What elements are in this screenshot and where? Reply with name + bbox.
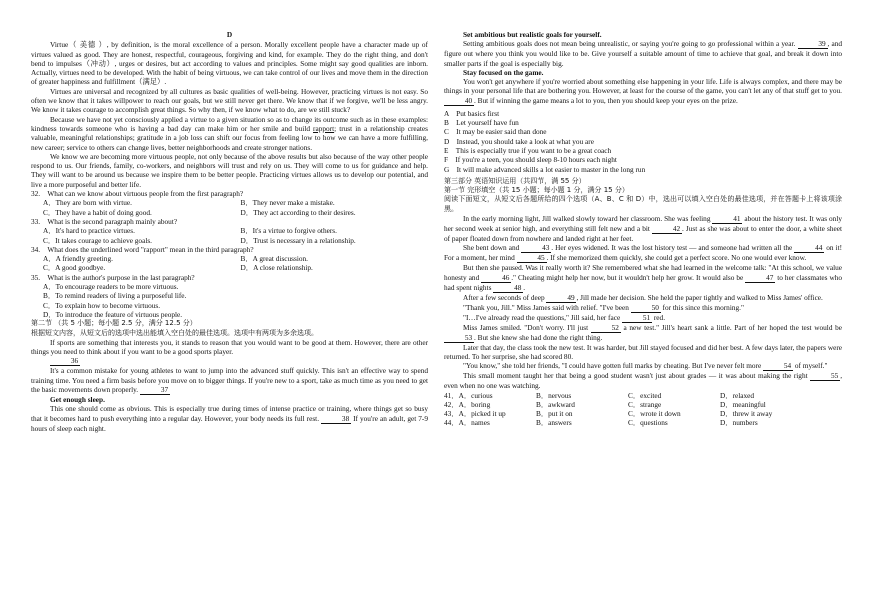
- paragraph-text: Miss James smiled. "Don't worry. I'll just: [463, 322, 589, 332]
- paragraph-text: . Her eyes widened. It was the lost history test — and someone had written all the: [551, 243, 793, 253]
- goals-heading: Set ambitious but realistic goals for yourself.: [463, 30, 602, 39]
- question-34: 34. What does the underlined word "rapport" mean in the third paragraph?: [31, 244, 254, 254]
- question-33: 33. What is the second paragraph mainly about?: [31, 216, 178, 226]
- paragraph-text: , and figure out where you think you would like to be. Give yourself a suitable amount of time to achieve that goal, and break it down into smaller parts if the goal is especially big.: [444, 39, 842, 68]
- cloze-paragraph-9: [444, 361, 842, 371]
- option: G It will make advanced skills a lot easier to master in the long run: [444, 164, 646, 174]
- paragraph-text: She bent down and: [463, 243, 520, 253]
- cloze-paragraph-10: [444, 371, 842, 390]
- option: 41．A．curious: [444, 390, 493, 400]
- goals-paragraph: [444, 39, 842, 68]
- cloze-paragraph-7: [444, 323, 842, 343]
- section-2-title: 第二节 （共 5 小题；每小题 2.5 分，满分 12.5 分）: [31, 319, 197, 328]
- option: C It may be easier said than done: [444, 127, 547, 137]
- option: C．To explain how to become virtuous.: [43, 300, 161, 310]
- option: C．A good goodbye.: [43, 263, 106, 273]
- blank-48[interactable]: 48: [493, 284, 523, 293]
- blank-47[interactable]: 47: [745, 274, 775, 283]
- option: C．They have a habit of doing good.: [43, 207, 152, 217]
- paragraph-text: If you're an adult, get 7-9 hours of sleep each night.: [31, 413, 428, 433]
- option: C．wrote it down: [628, 409, 681, 419]
- focus-heading: Stay focused on the game.: [463, 67, 544, 77]
- blank-36-line: [31, 356, 428, 366]
- blank-55[interactable]: 55: [810, 372, 840, 381]
- passage-d-paragraph-2: Virtues are universal and recognized by all cultures as basic qualities of well-being. However, practicing virtues is not easy. So often we know that it takes willpower to reach our goals, but we still never get there. We know that if we forgive, we'll be less angry. We know it takes courage to accomplish great things. So why then, if we know what to do, are we still stuck?: [31, 86, 428, 115]
- cloze-paragraph-8: Later that day, the class took the new test. It was harder, but Jill stayed focused and did her best. A few days later, the papers were returned. To her surprise, she had scored 80.: [444, 342, 842, 361]
- cloze-paragraph-3: But then she paused. Was it really worth it? She remembered what she had learned in the welcome talk: "At this school, we value honesty and 46 ." Cheating might help her now, but it wouldn't help her grow. It would also be 47 to her classmates who had spent nights 48 .: [444, 263, 843, 292]
- paragraph-text: In the early morning light, Jill walked slowly toward her classroom. She was feeling: [463, 214, 711, 224]
- option: D．Trust is necessary in a relationship.: [240, 235, 356, 245]
- section-1-title: 第一节 完形填空（共 15 小题；每小题 1 分，满分 15 分）: [444, 186, 629, 195]
- paragraph-text: "You know," she told her friends, "I could have gotten full marks by cheating. But I've never felt more: [463, 361, 762, 371]
- paragraph-3-part-a: Because we have not yet consciously applied a virtue to a given situation so as to change its outcome such as in these examples: kindness towards someone who is having a bad day can make him or her smile and build: [31, 114, 428, 133]
- cloze-option-row-42: [444, 400, 842, 409]
- paragraph-text: ." Cheating might help her now, but it wouldn't help her grow. It would also be: [511, 272, 744, 282]
- option: D．relaxed: [720, 390, 755, 400]
- paragraph-text: , even when no one was watching.: [444, 371, 843, 391]
- left-column: [31, 30, 428, 433]
- question-35: 35. What is the author's purpose in the last paragraph?: [31, 272, 195, 282]
- paragraph-text: for this since this morning.": [662, 302, 744, 312]
- blank-39[interactable]: 39: [798, 40, 828, 49]
- part-3-title: 第三部分 英语知识运用（共四节，满 55 分）: [444, 176, 586, 185]
- option: A．It's hard to practice virtues.: [43, 226, 135, 236]
- option: 43．A．picked it up: [444, 409, 506, 419]
- cloze-paragraph-5: [444, 303, 842, 313]
- cloze-paragraph-1: [444, 214, 842, 243]
- paragraph-text: After a few seconds of deep: [463, 292, 545, 302]
- sports-options-list: [444, 109, 842, 174]
- option: E This is especially true if you want to be a great coach: [444, 145, 612, 155]
- question-34-options: [31, 254, 428, 273]
- paragraph-text: a new test." Jill's heart sank a little. Part of her hoped the test would be: [623, 322, 842, 332]
- sports-paragraph-2: [31, 366, 428, 395]
- option: A．To encourage readers to be more virtuous.: [43, 282, 179, 292]
- blank-54[interactable]: 54: [763, 362, 793, 371]
- paragraph-text: This one should come as obvious. This is especially true during times of intense practice or training, where things get so busy that it becomes hard to push everything into a regular day. However, your body needs its full rest.: [31, 404, 428, 423]
- question-33-options: [31, 226, 428, 245]
- paragraph-text: "Thank you, Jill." Miss James said with relief. "I've been: [463, 302, 629, 312]
- option: B．answers: [536, 418, 572, 428]
- passage-d-paragraph-1: Virtue（ 美德 ）, by definition, is the moral excellence of a person. Morally excellent people have a character made up of virtues valued as good. They are honest, respectful, courageous, forgiving and kind, for example. They do the right thing, and don't bend to impulses（冲动）, urges or desires, but act according to values and principles. Some might say good qualities are inborn. Actually, virtues need to be developed. With the habit of being virtuous, we can take control of our lives and move them in the direction of greater happiness and fulfillment（满足）.: [31, 40, 428, 87]
- blank-43[interactable]: 43: [521, 244, 551, 253]
- blank-45[interactable]: 45: [517, 254, 547, 263]
- blank-42[interactable]: 42: [652, 225, 682, 234]
- option: B．awkward: [536, 399, 575, 409]
- option: 42．A．boring: [444, 399, 491, 409]
- blank-40[interactable]: 40: [444, 97, 474, 106]
- option: D．threw it away: [720, 409, 773, 419]
- blank-49[interactable]: 49: [546, 294, 576, 303]
- sleep-heading: Get enough sleep.: [50, 394, 105, 404]
- option: B．put it on: [536, 409, 573, 419]
- question-32: 32. What can we know about virtuous people from the first paragraph?: [31, 189, 244, 199]
- paragraph-text: to her classmates who had spent nights: [444, 272, 843, 292]
- paragraph-text: This small moment taught her that being a good student wasn't just about grades — it was about making the right: [463, 371, 808, 381]
- paragraph-text: Setting ambitious goals does not mean being unrealistic, or saying you're going to go professional within a year.: [463, 39, 796, 49]
- option: D．They act according to their desires.: [240, 207, 356, 217]
- paragraph-text: . Just as she was about to enter the door, a white sheet of paper floated down from nowhere and landed right at her feet.: [444, 224, 842, 244]
- focus-paragraph: [444, 77, 842, 106]
- blank-41[interactable]: 41: [712, 215, 742, 224]
- question-32-options: [31, 198, 428, 217]
- paragraph-text: on it! For a moment, her mind: [444, 243, 843, 263]
- cloze-paragraph-2: [444, 243, 842, 263]
- paragraph-text: You won't get anywhere if you're worried about something else happening in your life. Life is always complex, and there may be things in your personal life that are bothering you. However, at least for the course of the game, you can't let any of that stuff get to you.: [444, 77, 842, 96]
- option: D．numbers: [720, 418, 758, 428]
- cloze-paragraph-4: [444, 293, 842, 303]
- blank-36[interactable]: 36: [50, 357, 80, 366]
- section-1-instructions: 阅读下面短文，从短文后各题所给的四个选项（A、B、C 和 D）中，选出可以填入空白处的最佳选项，并在答题卡上将该项涂黑。: [444, 195, 842, 213]
- option: B．A great discussion.: [240, 254, 308, 264]
- paragraph-text: . But if winning the game means a lot to you, then you should keep your eyes on the prize.: [474, 95, 738, 105]
- blank-51[interactable]: 51: [622, 314, 652, 323]
- sports-paragraph-1: If sports are something that interests you, it stands to reason that you would want to be good at them. However, there are other things you need to think about if you want to be a good sports player.: [31, 337, 428, 357]
- option: A．A friendly greeting.: [43, 254, 113, 264]
- paragraph-text: , Jill made her decision. She held the paper tightly and walked to Miss James' office.: [576, 292, 823, 302]
- passage-d-label: D: [226, 30, 233, 39]
- blank-53[interactable]: 53: [444, 334, 474, 343]
- blank-46[interactable]: 46: [481, 274, 511, 283]
- paragraph-3-part-b: ; trust in a relationship creates valuable, meaningful relationships; gratitude in a job loss can shift our focus from feeling low to how we can have a more fulfilling, new career; service to others can change lives, better neighborhoods and create stronger nations.: [31, 123, 428, 152]
- paragraph-text: . If she memorized them quickly, she could get a perfect score. No one would ever know.: [546, 253, 807, 263]
- underlined-word-rapport: rapport: [313, 123, 335, 133]
- option: C．questions: [628, 418, 668, 428]
- blank-52[interactable]: 52: [591, 324, 621, 333]
- right-column: [444, 30, 842, 428]
- option: C．It takes courage to achieve goals.: [43, 235, 153, 245]
- blank-38[interactable]: 38: [321, 415, 351, 424]
- option: A．They are born with virtue.: [43, 198, 132, 208]
- cloze-option-row-44: [444, 418, 842, 427]
- paragraph-text: "I…I've already read the questions," Jill said, her face: [463, 312, 621, 322]
- option: D．meaningful: [720, 399, 766, 409]
- blank-44[interactable]: 44: [794, 244, 824, 253]
- option: B．They never make a mistake.: [240, 198, 335, 208]
- section-2-instructions: 根据短文内容，从短文后的选项中选出能填入空白处的最佳选项。选项中有两项为多余选项。: [31, 328, 318, 337]
- sports-paragraph-3: [31, 404, 428, 433]
- paragraph-text: red.: [653, 312, 666, 322]
- paragraph-text: It's a common mistake for young athletes to want to jump into the advanced stuff quickly. This isn't an effective way to spend training time. You need a firm basis before you move on to bigger things. If you're new to a sport, take as much time as you need to get the basic movements down properly.: [31, 366, 428, 394]
- question-35-options: [31, 282, 428, 319]
- blank-50[interactable]: 50: [631, 304, 661, 313]
- cloze-options: [444, 391, 842, 428]
- paragraph-text: . But she knew she had done the right thing.: [474, 332, 603, 342]
- option: D．To introduce the feature of virtuous people.: [43, 309, 183, 319]
- option: B．It's a virtue to forgive others.: [240, 226, 337, 236]
- option: B．nervous: [536, 390, 572, 400]
- option: A Put basics first: [444, 108, 500, 118]
- cloze-option-row-41: [444, 391, 842, 400]
- blank-37[interactable]: 37: [140, 386, 170, 395]
- option: F If you're a teen, you should sleep 8-10 hours each night: [444, 155, 617, 165]
- passage-d-paragraph-4: We know we are becoming more virtuous people, not only because of the above results but also because of the way other people respond to us. Our friends, family, co-workers, and neighbors will trust and rely on us. They will come to us for guidance and help. They will want to be around us because we inspire them to be better people. Practicing virtues allows us to develop our potential, and live a more purposeful and better life.: [31, 151, 428, 189]
- paragraph-text: But then she paused. Was it really worth it? She remembered what she had learned in the welcome talk: "At this school, we value honesty and: [444, 263, 842, 282]
- option: 44．A．names: [444, 418, 490, 428]
- paragraph-text: about the history test. It was only her second week at senior high, and everything still felt new and a bit: [444, 214, 842, 234]
- option: B．To remind readers of living a purposeful life.: [43, 291, 187, 301]
- cloze-option-row-43: [444, 409, 842, 418]
- option: C．excited: [628, 390, 662, 400]
- cloze-paragraph-6: [444, 313, 842, 323]
- passage-d-paragraph-3: [31, 115, 428, 152]
- option: D．A close relationship.: [240, 263, 313, 273]
- option: C．strange: [628, 399, 662, 409]
- option: B Let yourself have fun: [444, 118, 519, 128]
- option: D Instead, you should take a look at what you are: [444, 136, 594, 146]
- paragraph-text: of myself.": [794, 361, 828, 371]
